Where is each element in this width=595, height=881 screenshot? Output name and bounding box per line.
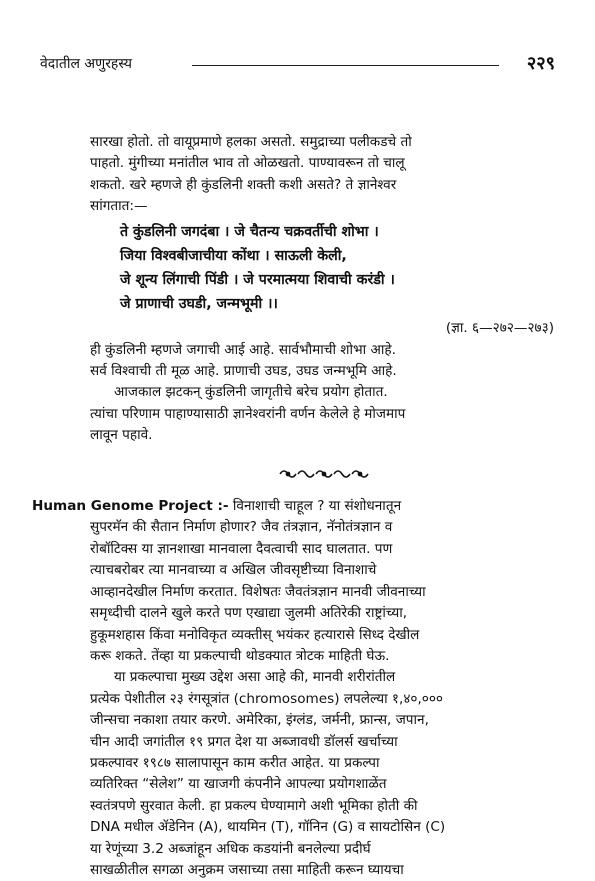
text-line: व्यतिरिक्त “सेलेश” या खाजगी कंपनीने आपल्या प्रयोगशाळेंत bbox=[90, 776, 387, 793]
text-line: शकतो. खरे म्हणजे ही कुंडलिनी शक्ती कशी असते? ते ज्ञानेश्वर bbox=[90, 176, 397, 193]
section-human-genome bbox=[32, 496, 562, 517]
text-line: त्यांचा परिणाम पाहाण्यासाठी ज्ञानेश्वरांनी वर्णन केलेले हे मोजमाप bbox=[90, 405, 406, 422]
text-line: या प्रकल्पाचा मुख्य उद्देश असा आहे की, मानवी शरीरांतील bbox=[114, 669, 396, 686]
text-line: जीन्सचा नकाशा तयार करणे. अमेरिका, इंग्लंड, जर्मनी, फ्रान्स, जपान, bbox=[90, 712, 429, 729]
text-line: DNA मधील ॲडेनिन (A), थायमिन (T), गॉनिन (G) व सायटोसिन (C) bbox=[90, 819, 446, 836]
running-title: वेदातील अणुरहस्य bbox=[40, 55, 132, 72]
verse-block bbox=[90, 220, 562, 316]
ornamental-divider bbox=[90, 463, 562, 484]
text-line: सर्व विश्वाची ती मूळ आहे. प्राणाची उघड, उघड जन्मभूमि आहे. bbox=[90, 363, 397, 380]
text-line: आव्हानदेखील निर्माण करतात. विशेषतः जैवतंत्रज्ञान मानवी जीवनाच्या bbox=[90, 583, 426, 600]
text-line: रोबॉटिक्स या ज्ञानशाखा मानवाला दैवत्वाची साद घालतात. पण bbox=[90, 540, 393, 557]
verse-line: जे शून्य लिंगाची पिंडी । जे परमात्मया शिवाची करंडी । bbox=[120, 271, 395, 288]
paragraph-1 bbox=[90, 132, 562, 218]
text-line: प्रत्येक पेशीतील २३ रंगसूत्रांत (chromosomes) लपलेल्या १,४०,००० bbox=[90, 690, 443, 707]
text-line: ही कुंडलिनी म्हणजे जगाची आई आहे. सार्वभौमाची शोभा आहे. bbox=[90, 341, 396, 358]
paragraph-5 bbox=[90, 667, 562, 881]
text-line: त्याचबरोबर त्या मानवाच्या व अखिल जीवसृष्टीच्या विनाशाचे bbox=[90, 562, 377, 579]
paragraph-3 bbox=[90, 382, 562, 446]
text-line: लावून पहावे. bbox=[90, 427, 153, 444]
text-line: समृध्दीची दालने खुले करते पण एखाद्या जुलमी अतिरेकी राष्ट्रांच्या, bbox=[90, 605, 408, 622]
verse-line: जिया विश्वबीजाचीया कोंथा । साऊली केली, bbox=[120, 247, 347, 264]
text-line: सारखा होतो. तो वायूप्रमाणे हलका असतो. समुद्राच्या पलीकडचे तो bbox=[90, 134, 412, 150]
text-line: प्रकल्पावर १९८७ सालापासून काम करीत आहेत. या प्रकल्पा bbox=[90, 754, 380, 771]
section-first-line bbox=[32, 496, 562, 517]
page-header bbox=[40, 52, 555, 74]
text-line: करू शकते. तेंव्हा या प्रकल्पाची थोडक्यात त्रोटक माहिती घेऊ. bbox=[90, 647, 390, 664]
text-line: या रेणूंच्या 3.2 अब्जांहून अधिक कडयांनी बनलेल्या प्रदीर्घ bbox=[90, 840, 371, 857]
verse-line: जे प्राणाची उघडी, जन्मभूमी ।। bbox=[120, 295, 278, 312]
text-line: आजकाल झटकन् कुंडलिनी जागृतीचे बरेच प्रयोग होतात. bbox=[114, 384, 388, 401]
ornament-icon bbox=[276, 467, 376, 481]
text-line: सुपरमॅन की सैतान निर्माण होणार? जैव तंत्रज्ञान, नॅनोतंत्रज्ञान व bbox=[90, 519, 393, 536]
text-line: हुकूमशहास किंवा मनोविकृत व्यक्तीस् भयंकर हत्यारासे सिध्द देखील bbox=[90, 626, 420, 643]
page-number: २२९ bbox=[526, 53, 555, 74]
paragraph-2 bbox=[90, 340, 562, 383]
section-heading: Human Genome Project :- bbox=[32, 498, 229, 515]
section-body bbox=[90, 517, 562, 667]
text-line: विनाशाची चाहूल ? या संशोधनातून bbox=[228, 498, 402, 515]
verse-reference: (ज्ञा. ६—२७२—२७३) bbox=[445, 319, 554, 336]
text-line: पाहतो. मुंगीच्या मनांतील भाव तो ओळखतो. पाण्यावरून तो चालू bbox=[90, 155, 405, 172]
text-line: चीन आदी जगांतील १९ प्रगत देश या अब्जावधी डॉलर्स खर्चाच्या bbox=[90, 733, 398, 750]
verse-line: ते कुंडलिनी जगदंबा । जे चैतन्य चक्रवर्तीची शोभा । bbox=[120, 223, 379, 240]
text-line: साखळीतील सगळा अनुक्रम जसाच्या तसा माहिती करून घ्यायचा bbox=[90, 861, 404, 878]
header-rule bbox=[192, 65, 499, 66]
page-body bbox=[32, 132, 562, 881]
text-line: स्वतंत्रपणे सुरवात केली. हा प्रकल्प घेण्यामागे अशी भूमिका होती की bbox=[90, 797, 418, 814]
text-line: सांगतात:— bbox=[90, 198, 148, 215]
